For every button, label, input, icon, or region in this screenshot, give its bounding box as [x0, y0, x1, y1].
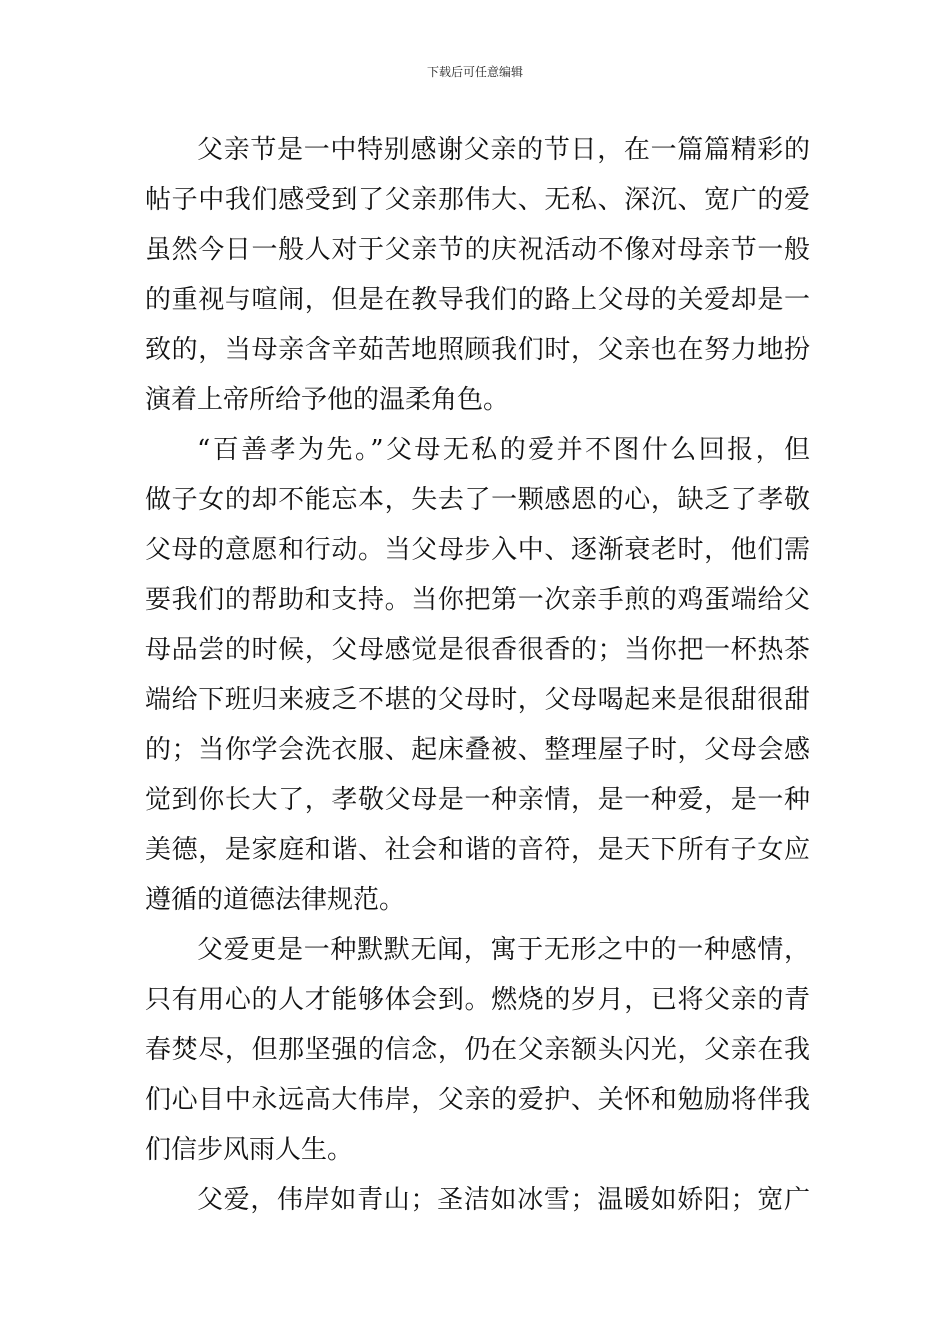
- text-line: 演着上帝所给予他的温柔角色。: [145, 385, 510, 415]
- text-line: 做子女的却不能忘本，失去了一颗感恩的心，缺乏了孝敬: [145, 485, 810, 515]
- text-line: 父亲节是一中特别感谢父亲的节日，在一篇篇精彩的: [197, 135, 810, 165]
- text-line: “百善孝为先。”父母无私的爱并不图什么回报，但: [197, 435, 810, 465]
- text-line: 父母的意愿和行动。当父母步入中、逐渐衰老时，他们需: [145, 535, 810, 565]
- text-line: 的；当你学会洗衣服、起床叠被、整理屋子时，父母会感: [145, 735, 810, 765]
- text-line: 父爱更是一种默默无闻，寓于无形之中的一种感情，: [197, 935, 810, 965]
- text-line: 要我们的帮助和支持。当你把第一次亲手煎的鸡蛋端给父: [145, 585, 810, 615]
- text-line: 春焚尽，但那坚强的信念，仍在父亲额头闪光，父亲在我: [145, 1035, 810, 1065]
- text-line: 的重视与喧闹，但是在教导我们的路上父母的关爱却是一: [145, 285, 810, 315]
- text-line: 端给下班归来疲乏不堪的父母时，父母喝起来是很甜很甜: [145, 685, 810, 715]
- text-line: 遵循的道德法律规范。: [145, 885, 406, 915]
- text-line: 只有用心的人才能够体会到。燃烧的岁月，已将父亲的青: [145, 985, 810, 1015]
- text-line: 觉到你长大了，孝敬父母是一种亲情，是一种爱，是一种: [145, 785, 810, 815]
- paragraph-2: [145, 425, 810, 925]
- paragraph-4: [145, 1175, 810, 1225]
- text-line: 父爱，伟岸如青山；圣洁如冰雪；温暖如娇阳；宽广: [197, 1185, 810, 1215]
- text-line: 们心目中永远高大伟岸，父亲的爱护、关怀和勉励将伴我: [145, 1085, 810, 1115]
- page-header: 下载后可任意编辑: [426, 65, 523, 79]
- text-line: 致的，当母亲含辛茹苦地照顾我们时，父亲也在努力地扮: [145, 335, 810, 365]
- text-line: 帖子中我们感受到了父亲那伟大、无私、深沉、宽广的爱: [145, 185, 810, 215]
- paragraph-3: [145, 925, 810, 1175]
- paragraph-1: [145, 125, 810, 425]
- text-line: 虽然今日一般人对于父亲节的庆祝活动不像对母亲节一般: [145, 235, 810, 265]
- text-line: 美德，是家庭和谐、社会和谐的音符，是天下所有子女应: [145, 835, 810, 865]
- document-body: [145, 125, 810, 1225]
- text-line: 母品尝的时候，父母感觉是很香很香的；当你把一杯热茶: [145, 635, 810, 665]
- text-line: 们信步风雨人生。: [145, 1135, 354, 1165]
